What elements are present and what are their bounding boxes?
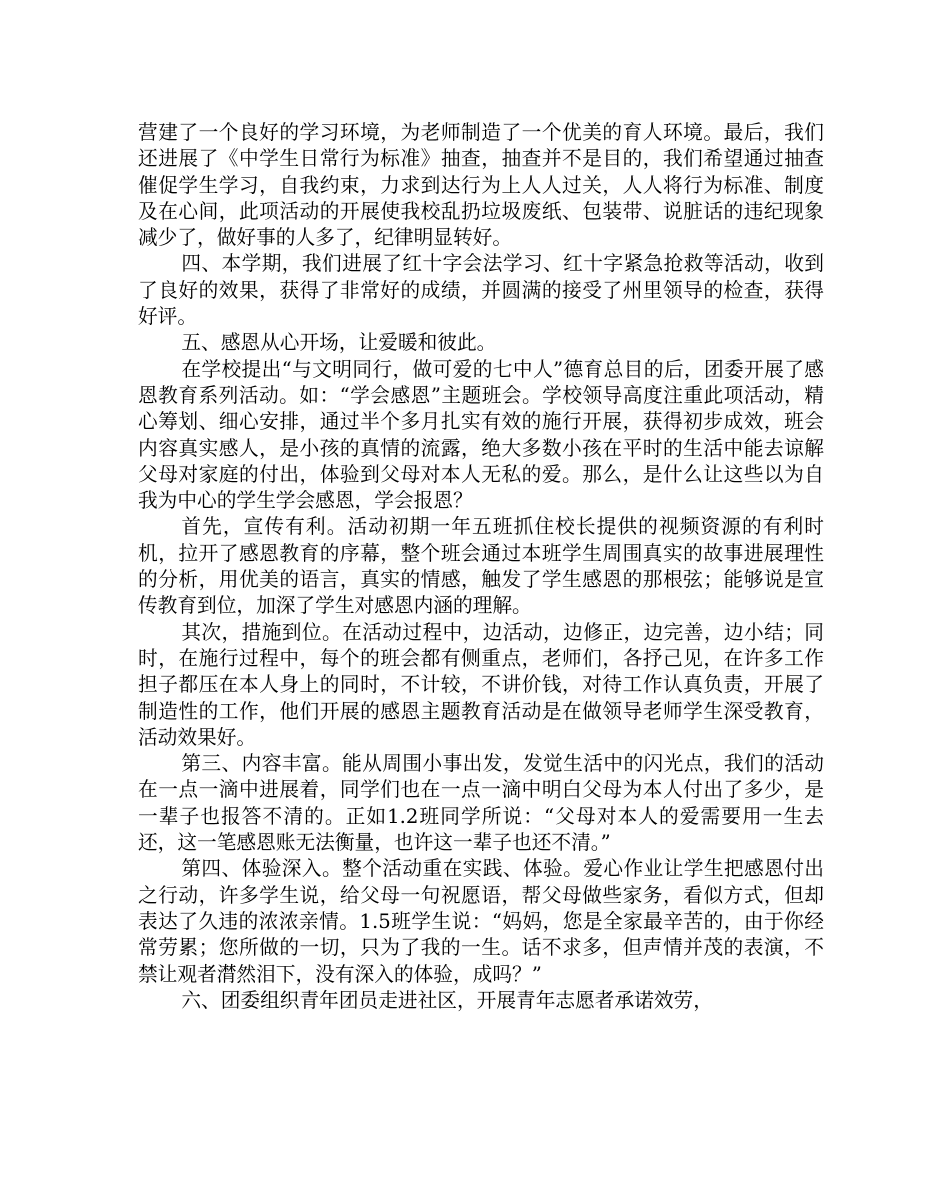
paragraph-publicity: 首先，宣传有利。活动初期一年五班抓住校长提供的视频资源的有利时机，拉开了感恩教育的序幕，整个班会通过本班学生周围真实的故事进展理性的分析，用优美的语言，真实的情感，触发了学生感恩的那根弦；能够说是宣传教育到位，加深了学生对感恩内涵的理解。 (138, 515, 824, 618)
document-body (138, 120, 824, 1014)
section-heading-gratitude: 五、感恩从心开场，让爱暖和彼此。 (181, 331, 497, 355)
paragraph-volunteers: 六、团委组织青年团员走进社区，开展青年志愿者承诺效劳， (181, 988, 713, 1012)
paragraph-red-cross: 四、本学期，我们进展了红十字会法学习、红十字紧急抢救等活动，收到了良好的效果，获得了非常好的成绩，并圆满的接受了州里领导的检查，获得好评。 (138, 252, 824, 329)
paragraph-gratitude-activities: 在学校提出“与文明同行，做可爱的七中人”德育总目的后，团委开展了感恩教育系列活动。如：“学会感恩”主题班会。学校领导高度注重此项活动，精心筹划、细心安排，通过半个多月扎实有效的施行开展，获得初步成效，班会内容真实感人，是小孩的真情的流露，绝大多数小孩在平时的生活中能去谅解父母对家庭的付出，体验到父母对本人无私的爱。那么，是什么让这些以为自我为中心的学生学会感恩，学会报恩？ (138, 357, 824, 513)
paragraph-experience: 第四、体验深入。整个活动重在实践、体验。爱心作业让学生把感恩付出之行动，许多学生说，给父母一句祝愿语，帮父母做些家务，看似方式，但却表达了久违的浓浓亲情。1.5班学生说：“妈妈，您是全家最辛苦的，由于你经常劳累；您所做的一切，只为了我的一生。话不求多，但声情并茂的表演，不禁让观者潸然泪下，没有深入的体验，成吗？” (138, 857, 824, 986)
paragraph-measures: 其次，措施到位。在活动过程中，边活动，边修正，边完善，边小结；同时，在施行过程中，每个的班会都有侧重点，老师们，各抒己见，在许多工作担子都压在本人身上的同时，不计较，不讲价钱，对待工作认真负责，开展了制造性的工作，他们开展的感恩主题教育活动是在做领导老师学生深受教育，活动效果好。 (138, 620, 824, 749)
paragraph-environment-summary: 营建了一个良好的学习环境，为老师制造了一个优美的育人环境。最后，我们还进展了《中学生日常行为标准》抽查，抽查并不是目的，我们希望通过抽查催促学生学习，自我约束，力求到达行为上人人过关，人人将行为标准、制度及在心间，此项活动的开展使我校乱扔垃圾废纸、包装带、说脏话的违纪现象减少了，做好事的人多了，纪律明显转好。 (138, 121, 824, 250)
paragraph-content: 第三、内容丰富。能从周围小事出发，发觉生活中的闪光点，我们的活动在一点一滴中进展着，同学们也在一点一滴中明白父母为本人付出了多少，是一辈子也报答不清的。正如1.2班同学所说：“父母对本人的爱需要用一生去还，这一笔感恩账无法衡量，也许这一辈子也还不清。” (138, 752, 824, 855)
